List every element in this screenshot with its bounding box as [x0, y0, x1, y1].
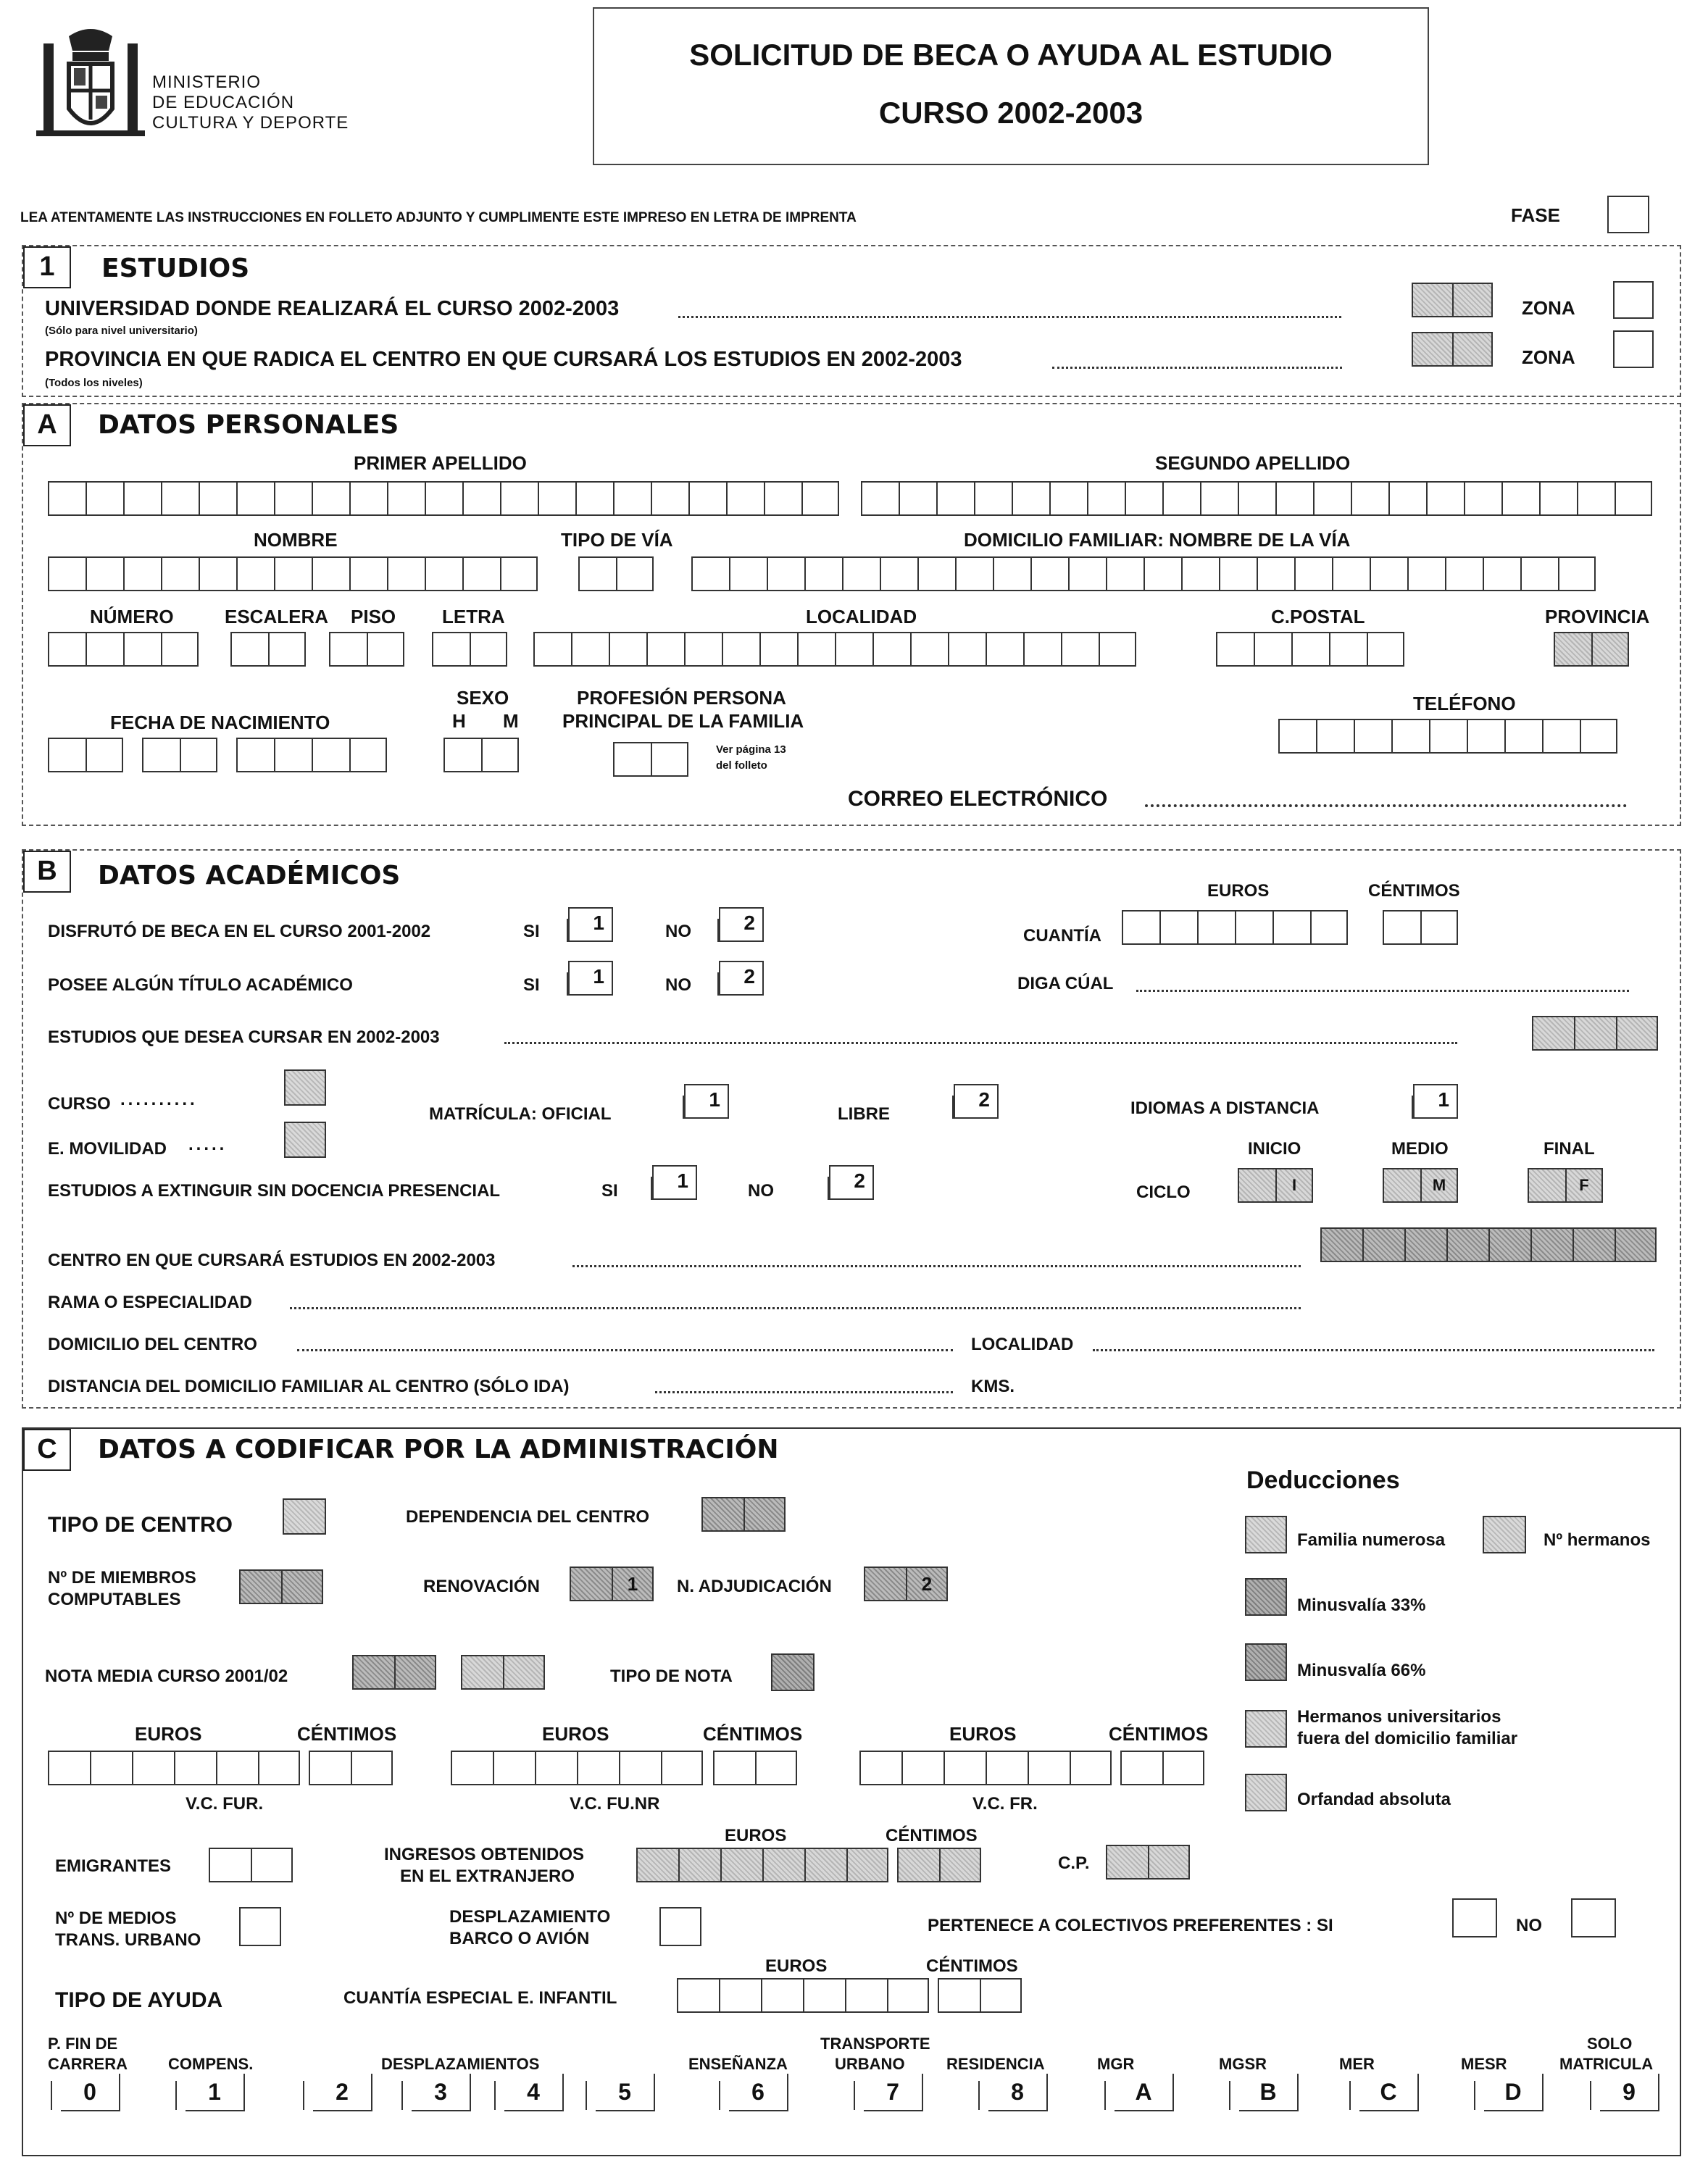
cuantia-especial-label: CUANTÍA ESPECIAL E. INFANTIL [343, 1988, 617, 2008]
emigrantes-cells[interactable] [209, 1848, 293, 1882]
diga-label: DIGA CÚAL [1017, 974, 1114, 993]
diga-line[interactable] [1136, 990, 1629, 992]
rama-line[interactable] [290, 1307, 1301, 1309]
ciclo-label: CICLO [1136, 1182, 1191, 1202]
tipo-centro-box[interactable] [283, 1498, 326, 1535]
box-tick [303, 2081, 304, 2110]
ayuda-code-box[interactable]: 5 [596, 2074, 655, 2111]
sexo-label: SEXO [457, 687, 509, 709]
deducciones-label: Deducciones [1246, 1467, 1400, 1494]
posee-no-box[interactable]: 2 [719, 961, 764, 996]
hermanos-box[interactable] [1483, 1516, 1526, 1553]
leader-dots [1052, 367, 1342, 369]
section-title: DATOS ACADÉMICOS [98, 861, 401, 890]
vc-fr-euros-cells[interactable] [859, 1751, 1112, 1785]
minusvalia-66-box[interactable] [1245, 1643, 1287, 1681]
ministry-logo [29, 22, 152, 145]
provincia-label: PROVINCIA [1545, 606, 1650, 627]
matricula-oficial-box[interactable]: 1 [684, 1084, 729, 1119]
ingresos-label-2: EN EL EXTRANJERO [400, 1866, 575, 1886]
euros-label: EUROS [725, 1826, 787, 1845]
ministry-name [152, 72, 349, 133]
cpostal-label: C.POSTAL [1271, 606, 1365, 627]
mgr-label: MGR [1097, 2055, 1135, 2073]
extinguir-no-box[interactable]: 2 [829, 1165, 874, 1200]
adjudicacion-code: 2 [906, 1567, 948, 1601]
miembros-cells[interactable] [239, 1569, 323, 1604]
desplazamiento-label: DESPLAZAMIENTO [449, 1907, 611, 1927]
si-label: SI [523, 922, 540, 941]
matricula-label: MATRÍCULA: OFICIAL [429, 1104, 612, 1124]
movilidad-box[interactable] [284, 1122, 326, 1158]
centimos-label: CÉNTIMOS [297, 1723, 397, 1745]
posee-si-box[interactable]: 1 [568, 961, 613, 996]
ingresos-label: INGRESOS OBTENIDOS [384, 1845, 585, 1864]
primer-apellido-label: PRIMER APELLIDO [354, 452, 527, 474]
provincia-note: (Todos los niveles) [45, 377, 143, 389]
tipo-via-label: TIPO DE VÍA [561, 529, 673, 551]
centimos-label: CÉNTIMOS [1109, 1723, 1209, 1745]
ciclo-final-code: F [1565, 1168, 1603, 1203]
ver-pagina-note-2: del folleto [716, 759, 767, 772]
fecha-anio-cells[interactable] [236, 738, 387, 772]
cuantia-label: CUANTÍA [1023, 926, 1101, 946]
desplazamiento-label-2: BARCO O AVIÓN [449, 1929, 590, 1948]
hermanos-univ-label-2: fuera del domicilio familiar [1297, 1729, 1518, 1748]
ayuda-code-box[interactable]: 1 [186, 2074, 245, 2111]
nota-media-label: NOTA MEDIA CURSO 2001/02 [45, 1666, 288, 1686]
box-tick [1349, 2081, 1351, 2110]
box-tick [719, 2081, 720, 2110]
vc-funr-label: V.C. FU.NR [570, 1794, 660, 1814]
profesion-cells[interactable] [613, 742, 688, 777]
cuantia-euros-cells[interactable] [1122, 910, 1348, 945]
vc-fur-euros-cells[interactable] [48, 1751, 300, 1785]
profesion-label: PROFESIÓN PERSONA [577, 687, 786, 709]
zona-label: ZONA [1522, 346, 1575, 368]
miembros-label-2: COMPUTABLES [48, 1590, 181, 1609]
hermanos-universitarios-box[interactable] [1245, 1710, 1287, 1748]
si-label: SI [523, 975, 540, 995]
cp-cells[interactable] [1106, 1845, 1190, 1880]
escalera-cells[interactable] [230, 632, 306, 667]
numero-cells[interactable] [48, 632, 199, 667]
numero-label: NÚMERO [90, 606, 174, 627]
domicilio-centro-line[interactable] [297, 1349, 953, 1351]
no-label: NO [748, 1181, 774, 1201]
piso-label: PISO [351, 606, 396, 627]
euros-label: EUROS [949, 1723, 1017, 1745]
box-tick [586, 2081, 587, 2110]
centro-label: CENTRO EN QUE CURSARÁ ESTUDIOS EN 2002-2003 [48, 1251, 496, 1270]
cuantia-especial-centimos-cells[interactable] [938, 1978, 1022, 2013]
estudios-line[interactable] [504, 1042, 1457, 1044]
vc-funr-euros-cells[interactable] [451, 1751, 703, 1785]
si-label: SI [601, 1181, 618, 1201]
idiomas-label: IDIOMAS A DISTANCIA [1130, 1098, 1320, 1118]
renovacion-label: RENOVACIÓN [423, 1577, 540, 1596]
universidad-note: (Sólo para nivel universitario) [45, 325, 198, 337]
minusvalia-33-box[interactable] [1245, 1578, 1287, 1616]
kms-label: KMS. [971, 1377, 1015, 1396]
renovacion-code: 1 [612, 1567, 654, 1601]
movilidad-label: E. MOVILIDAD [48, 1139, 167, 1159]
libre-label: LIBRE [838, 1104, 890, 1124]
final-label: FINAL [1544, 1139, 1595, 1159]
primer-apellido-cells[interactable] [48, 481, 839, 516]
letra-cells[interactable] [432, 632, 507, 667]
ayuda-code-box[interactable]: D [1484, 2074, 1544, 2111]
form-title: SOLICITUD DE BECA O AYUDA AL ESTUDIO [689, 38, 1333, 72]
cp-label: C.P. [1058, 1853, 1090, 1873]
leader-dots: .......... [120, 1090, 198, 1109]
sexo-m-label: M [503, 710, 519, 732]
pfin-label: P. FIN DE [48, 2035, 118, 2053]
medios-label-2: TRANS. URBANO [55, 1930, 201, 1950]
correo-label: CORREO ELECTRÓNICO [848, 787, 1108, 811]
ayuda-code-box[interactable]: C [1359, 2074, 1419, 2111]
idiomas-box[interactable]: 1 [1413, 1084, 1458, 1119]
ayuda-code-box[interactable]: 3 [412, 2074, 471, 2111]
ayuda-code-box[interactable]: 0 [61, 2074, 120, 2111]
ayuda-code-box[interactable]: 2 [313, 2074, 372, 2111]
telefono-label: TELÉFONO [1413, 693, 1516, 714]
mesr-label: MESR [1461, 2055, 1507, 2073]
box-tick [1104, 2081, 1106, 2110]
medios-box[interactable] [239, 1907, 281, 1946]
ayuda-code-box[interactable]: 4 [504, 2074, 564, 2111]
section-estudios [22, 245, 1681, 397]
vc-fr-centimos-cells[interactable] [1120, 1751, 1204, 1785]
tipo-nota-label: TIPO DE NOTA [610, 1666, 733, 1686]
ayuda-code-box[interactable]: A [1115, 2074, 1174, 2111]
box-tick [401, 2081, 403, 2110]
transporte-label-2: URBANO [835, 2055, 905, 2073]
provincia-code[interactable] [1412, 332, 1493, 367]
ministry-line: MINISTERIO [152, 72, 262, 92]
centro-line[interactable] [572, 1265, 1301, 1267]
form-year: CURSO 2002-2003 [878, 96, 1143, 130]
fase-label: FASE [1511, 204, 1560, 226]
title-box [593, 7, 1429, 165]
ministry-line: DE EDUCACIÓN [152, 93, 295, 112]
euros-label: EUROS [542, 1723, 609, 1745]
centimos-label: CÉNTIMOS [926, 1956, 1018, 1976]
transporte-label: TRANSPORTE [820, 2035, 930, 2053]
hermanos-univ-label: Hermanos universitarios [1297, 1707, 1501, 1727]
universidad-label: UNIVERSIDAD DONDE REALIZARÁ EL CURSO 2002-2003 [45, 297, 620, 320]
adjudicacion-label: N. ADJUDICACIÓN [677, 1577, 832, 1596]
box-tick [175, 2081, 177, 2110]
ingresos-centimos-cells[interactable] [897, 1848, 981, 1882]
colectivos-si-box[interactable] [1452, 1898, 1497, 1937]
ayuda-code-box[interactable]: 8 [988, 2074, 1048, 2111]
segundo-apellido-cells[interactable] [861, 481, 1652, 516]
miembros-label: Nº DE MIEMBROS [48, 1568, 196, 1588]
ciclo-inicio-cells[interactable] [1238, 1168, 1313, 1203]
ciclo-medio-code: M [1420, 1168, 1458, 1203]
box-tick [1474, 2081, 1475, 2110]
ensenanza-label: ENSEÑANZA [688, 2055, 788, 2073]
colectivos-no-box[interactable] [1571, 1898, 1616, 1937]
curso-box[interactable] [284, 1069, 326, 1106]
emigrantes-label: EMIGRANTES [55, 1856, 172, 1876]
domicilio-centro-label: DOMICILIO DEL CENTRO [48, 1335, 257, 1354]
localidad-centro-line[interactable] [1093, 1349, 1654, 1351]
section-title: DATOS A CODIFICAR POR LA ADMINISTRACIÓN [98, 1435, 779, 1464]
section-letter: A [23, 404, 71, 446]
compens-label: COMPENS. [168, 2055, 254, 2073]
cuantia-especial-euros-cells[interactable] [677, 1978, 929, 2013]
cuantia-centimos-cells[interactable] [1383, 910, 1458, 945]
mgsr-label: MGSR [1219, 2055, 1267, 2073]
desplazamiento-box[interactable] [659, 1907, 701, 1946]
localidad-label: LOCALIDAD [806, 606, 917, 627]
letra-label: LETRA [442, 606, 505, 627]
cpostal-cells[interactable] [1216, 632, 1404, 667]
desplazamientos-label: DESPLAZAMIENTOS [381, 2055, 540, 2073]
localidad-cells[interactable] [533, 632, 1136, 667]
coat-of-arms-icon [29, 22, 152, 145]
fase-box[interactable] [1607, 196, 1649, 233]
nota-decimal-cells[interactable] [461, 1655, 545, 1690]
minusvalia-33-label: Minusvalía 33% [1297, 1595, 1426, 1615]
orfandad-box[interactable] [1245, 1774, 1287, 1811]
leader-dots [678, 316, 1341, 318]
vc-fur-centimos-cells[interactable] [309, 1751, 393, 1785]
centimos-label: CÉNTIMOS [886, 1826, 978, 1845]
zona-box[interactable] [1613, 281, 1654, 319]
ingresos-euros-cells[interactable] [636, 1848, 888, 1882]
segundo-apellido-label: SEGUNDO APELLIDO [1155, 452, 1351, 474]
ciclo-medio-cells[interactable] [1383, 1168, 1458, 1203]
familia-numerosa-label: Familia numerosa [1297, 1530, 1446, 1550]
solo-label-2: MATRICULA [1559, 2055, 1654, 2073]
tipo-ayuda-label: TIPO DE AYUDA [55, 1988, 223, 2012]
vc-funr-centimos-cells[interactable] [713, 1751, 797, 1785]
zona-box[interactable] [1613, 330, 1654, 368]
orfandad-label: Orfandad absoluta [1297, 1790, 1451, 1809]
ayuda-code-box[interactable]: B [1239, 2074, 1299, 2111]
telefono-cells[interactable] [1278, 719, 1617, 754]
section-number: 1 [23, 246, 71, 288]
domicilio-label: DOMICILIO FAMILIAR: NOMBRE DE LA VÍA [964, 529, 1351, 551]
extinguir-label: ESTUDIOS A EXTINGUIR SIN DOCENCIA PRESENCIAL [48, 1181, 501, 1201]
pfin-label-2: CARRERA [48, 2055, 128, 2073]
disfruto-no-box[interactable]: 2 [719, 907, 764, 942]
leader-dots: ..... [188, 1135, 228, 1154]
ministry-line: CULTURA Y DEPORTE [152, 113, 349, 133]
section-title: ESTUDIOS [101, 254, 250, 283]
ciclo-final-cells[interactable] [1528, 1168, 1603, 1203]
ver-pagina-note: Ver página 13 [716, 743, 786, 756]
hermanos-label: Nº hermanos [1544, 1530, 1651, 1550]
localidad-centro-label: LOCALIDAD [971, 1335, 1074, 1354]
centro-code-cells[interactable] [1320, 1227, 1657, 1262]
nota-media-cells[interactable] [352, 1655, 436, 1690]
no-label: NO [665, 975, 691, 995]
vc-fur-label: V.C. FUR. [186, 1794, 264, 1814]
ciclo-inicio-code: I [1275, 1168, 1313, 1203]
adjudicacion-cells[interactable] [864, 1567, 948, 1601]
disfruto-label: DISFRUTÓ DE BECA EN EL CURSO 2001-2002 [48, 922, 431, 941]
tipo-via-cells[interactable] [578, 556, 654, 591]
solo-label: SOLO [1587, 2035, 1633, 2053]
mer-label: MER [1339, 2055, 1375, 2073]
colectivos-label: PERTENECE A COLECTIVOS PREFERENTES : SI [928, 1916, 1333, 1935]
medio-label: MEDIO [1391, 1139, 1449, 1159]
section-letter: C [23, 1429, 71, 1471]
distancia-label: DISTANCIA DEL DOMICILIO FAMILIAR AL CENTRO (SÓLO IDA) [48, 1377, 570, 1396]
inicio-label: INICIO [1248, 1139, 1301, 1159]
sexo-cells[interactable] [443, 738, 519, 772]
ayuda-code-box[interactable]: 7 [864, 2074, 923, 2111]
dependencia-label: DEPENDENCIA DEL CENTRO [406, 1507, 650, 1527]
fecha-label: FECHA DE NACIMIENTO [110, 712, 330, 733]
distancia-line[interactable] [655, 1391, 953, 1393]
matricula-libre-box[interactable]: 2 [954, 1084, 999, 1119]
profesion-label-2: PRINCIPAL DE LA FAMILIA [562, 710, 804, 732]
instructions: LEA ATENTAMENTE LAS INSTRUCCIONES EN FOLLETO ADJUNTO Y CUMPLIMENTE ESTE IMPRESO EN LETRA DE IMPRENTA [20, 210, 857, 225]
fecha-dia-cells[interactable] [48, 738, 123, 772]
fecha-mes-cells[interactable] [142, 738, 217, 772]
nombre-cells[interactable] [48, 556, 538, 591]
residencia-label: RESIDENCIA [946, 2055, 1045, 2073]
piso-cells[interactable] [329, 632, 404, 667]
section-letter: B [23, 851, 71, 893]
correo-line[interactable] [1145, 804, 1627, 807]
estudios-code-cells[interactable] [1532, 1016, 1658, 1051]
familia-numerosa-box[interactable] [1245, 1516, 1287, 1553]
centimos-label: CÉNTIMOS [1368, 881, 1460, 901]
escalera-label: ESCALERA [225, 606, 329, 627]
provincia-label: PROVINCIA EN QUE RADICA EL CENTRO EN QUE CURSARÁ LOS ESTUDIOS EN 2002-2003 [45, 348, 962, 371]
section-title: DATOS PERSONALES [98, 410, 399, 440]
sexo-h-label: H [452, 710, 466, 732]
euros-label: EUROS [135, 1723, 202, 1745]
tipo-centro-label: TIPO DE CENTRO [48, 1513, 233, 1537]
dependencia-cells[interactable] [701, 1497, 786, 1532]
box-tick [494, 2081, 496, 2110]
posee-label: POSEE ALGÚN TÍTULO ACADÉMICO [48, 975, 353, 995]
universidad-code[interactable] [1412, 283, 1493, 317]
provincia-code-cells[interactable] [1554, 632, 1629, 667]
box-tick [854, 2081, 855, 2110]
renovacion-cells[interactable] [570, 1567, 654, 1601]
rama-label: RAMA O ESPECIALIDAD [48, 1293, 252, 1312]
minusvalia-66-label: Minusvalía 66% [1297, 1661, 1426, 1680]
nombre-label: NOMBRE [254, 529, 338, 551]
no-label: NO [665, 922, 691, 941]
disfruto-si-box[interactable]: 1 [568, 907, 613, 942]
box-tick [978, 2081, 980, 2110]
euros-label: EUROS [1207, 881, 1270, 901]
extinguir-si-box[interactable]: 1 [652, 1165, 697, 1200]
curso-label: CURSO [48, 1094, 111, 1114]
box-tick [1229, 2081, 1230, 2110]
domicilio-cells[interactable] [691, 556, 1596, 591]
estudios-label: ESTUDIOS QUE DESEA CURSAR EN 2002-2003 [48, 1027, 440, 1047]
euros-label: EUROS [765, 1956, 828, 1976]
vc-fr-label: V.C. FR. [972, 1794, 1038, 1814]
tipo-nota-box[interactable] [771, 1653, 815, 1691]
centimos-label: CÉNTIMOS [703, 1723, 803, 1745]
no-label: NO [1516, 1916, 1542, 1935]
box-tick [1590, 2081, 1591, 2110]
medios-label: Nº DE MEDIOS [55, 1909, 177, 1928]
ayuda-code-box[interactable]: 9 [1600, 2074, 1659, 2111]
zona-label: ZONA [1522, 297, 1575, 319]
ayuda-code-box[interactable]: 6 [729, 2074, 788, 2111]
